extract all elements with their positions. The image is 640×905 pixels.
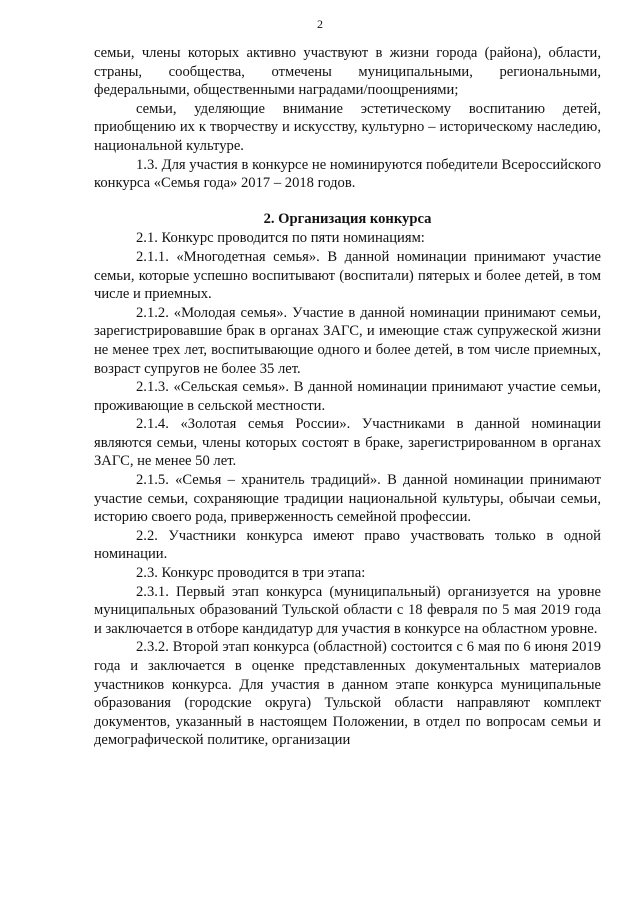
paragraph-2-1-1: 2.1.1. «Многодетная семья». В данной номинации принимают участие семьи, которые успешно воспитывают (воспитали) пятерых и более детей, в том числе и приемных.	[94, 248, 601, 303]
paragraph-aesthetic-families: семьи, уделяющие внимание эстетическому воспитанию детей, приобщению их к творчеству и искусству, культурно – историческому наследию, национальной культуре.	[94, 100, 601, 154]
paragraph-2-1: 2.1. Конкурс проводится по пяти номинациям:	[136, 230, 425, 247]
paragraph-2-1-4: 2.1.4. «Золотая семья России». Участниками в данной номинации являются семьи, члены которых состоят в браке, зарегистрированном в органах ЗАГС, не менее 50 лет.	[94, 416, 601, 470]
section-heading: 2. Организация конкурса	[263, 210, 432, 227]
paragraph-2-3-2: 2.3.2. Второй этап конкурса (областной) состоится с 6 мая по 6 июня 2019 года и заключается в оценке представленных документальных материалов участников конкурса. Для участия в данном этапе конкурса муниципальные образования (городские округа) Тульской области направляют комплект документов, указанный в настоящем Положении, в отдел по вопросам семьи и демографической политике, организации	[94, 639, 601, 749]
paragraph-2-2: 2.2. Участники конкурса имеют право участвовать только в одной номинации.	[94, 527, 601, 563]
paragraph-2-1-2: 2.1.2. «Молодая семья». Участие в данной номинации принимают семьи, зарегистрировавшие брак в органах ЗАГС, и имеющие стаж супружеской жизни не менее трех лет, воспитывающие одного и более детей, в том числе приемных, возраст супругов не более 35 лет.	[94, 304, 601, 377]
page-number: 2	[317, 17, 323, 31]
paragraph-awarded-families: семьи, члены которых активно участвуют в жизни города (района), области, страны, сообщества, отмечены муниципальными, региональными, федеральными, общественными наградами/поощрениями;	[94, 45, 601, 99]
paragraph-2-1-5: 2.1.5. «Семья – хранитель традиций». В данной номинации принимают участие семьи, сохраняющие традиции национальной культуры, обычаи семьи, историю своего рода, приверженность семейной профессии.	[94, 472, 601, 526]
document-body	[94, 44, 601, 750]
paragraph-1-3: 1.3. Для участия в конкурсе не номинируются победители Всероссийского конкурса «Семья года» 2017 – 2018 годов.	[94, 156, 601, 192]
paragraph-2-3: 2.3. Конкурс проводится в три этапа:	[136, 565, 366, 582]
paragraph-2-1-3: 2.1.3. «Сельская семья». В данной номинации принимают участие семьи, проживающие в сельской местности.	[94, 379, 601, 414]
paragraph-2-3-1: 2.3.1. Первый этап конкурса (муниципальный) организуется на уровне муниципальных образований Тульской области с 18 февраля по 5 мая 2019 года и заключается в отборе кандидатур для участия в конкурсе на областном уровне.	[94, 583, 601, 637]
